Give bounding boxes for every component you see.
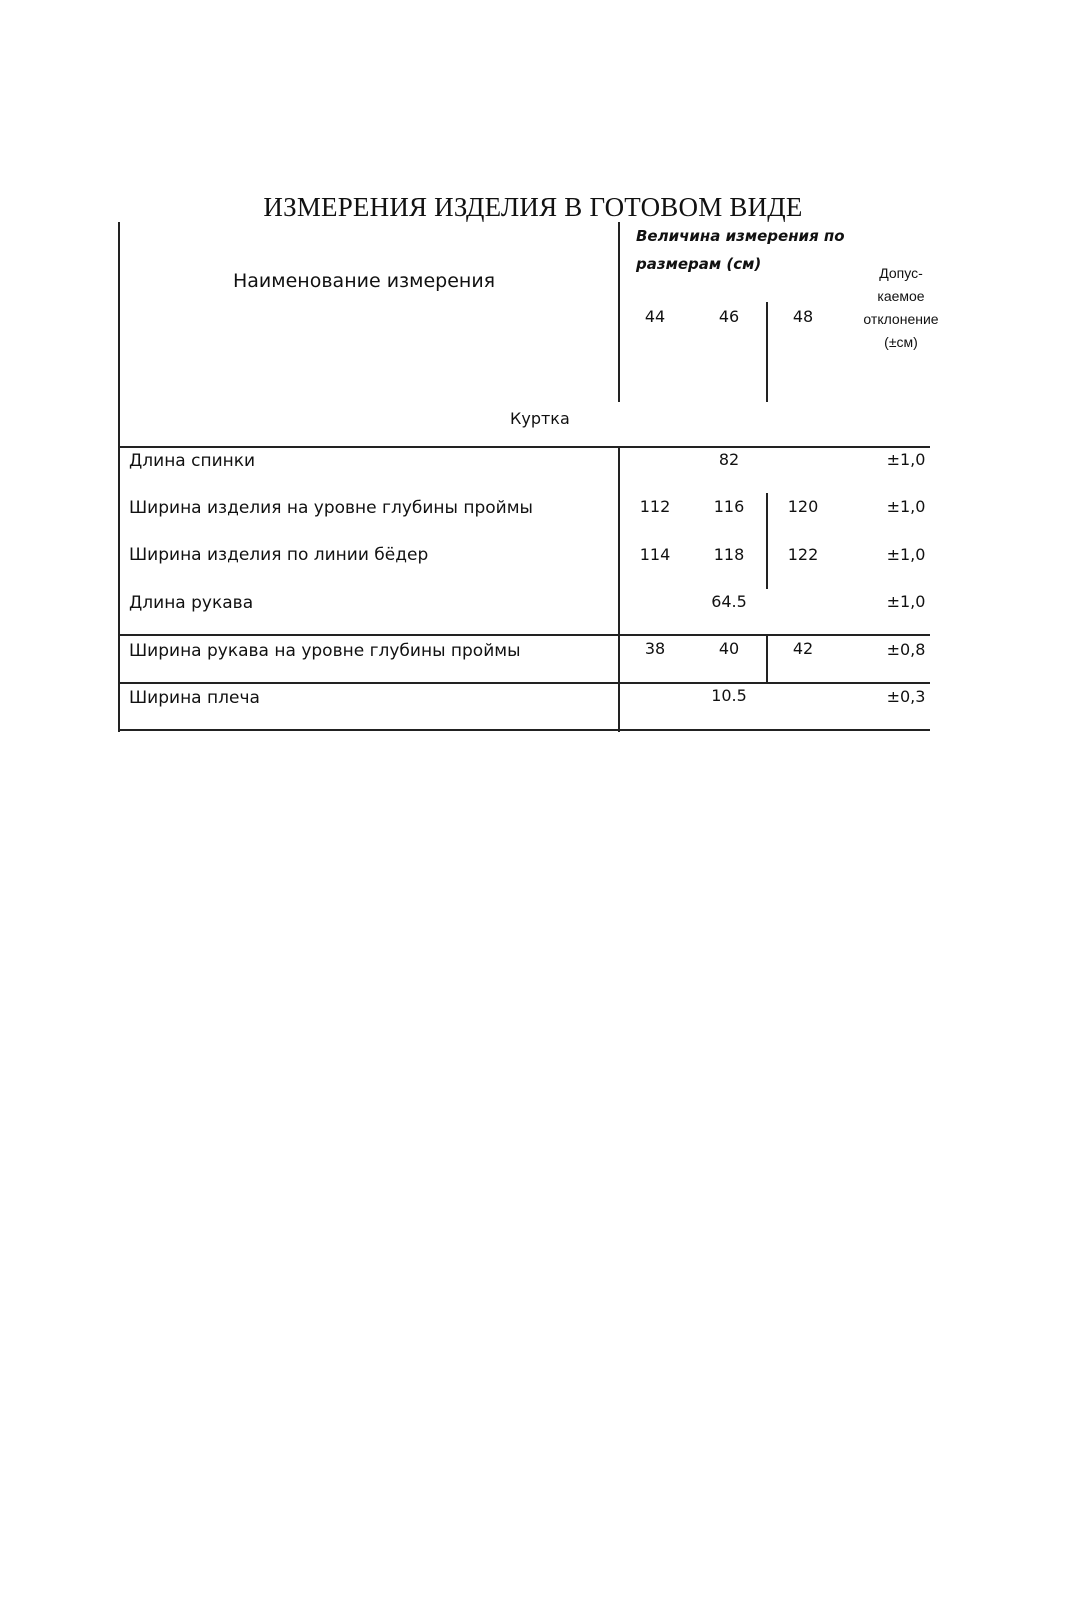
name-column-divider xyxy=(618,222,620,402)
document-title: ИЗМЕРЕНИЯ ИЗДЕЛИЯ В ГОТОВОМ ВИДЕ xyxy=(263,192,803,222)
header-tolerance: отклонение xyxy=(863,311,939,327)
header-tolerance: (±см) xyxy=(884,334,918,350)
row-value-48: 120 xyxy=(787,497,819,516)
header-size-48: 48 xyxy=(792,307,814,326)
header-sizes-group: размерам (см) xyxy=(636,255,762,273)
row-value-46: 118 xyxy=(713,545,745,564)
name-column-divider xyxy=(618,446,620,732)
row-tolerance: ±1,0 xyxy=(886,592,926,611)
row-name: Длина спинки xyxy=(129,451,256,471)
row-name: Ширина плеча xyxy=(129,688,260,708)
row-value-48: 42 xyxy=(792,639,814,658)
row-value-46: 10.5 xyxy=(711,686,747,705)
table-bottom-rule xyxy=(118,729,930,731)
row-value-48: 122 xyxy=(787,545,819,564)
row-value-44: 112 xyxy=(639,497,671,516)
row-value-44: 114 xyxy=(639,545,671,564)
size-48-divider xyxy=(766,636,768,683)
row-tolerance: ±1,0 xyxy=(886,497,926,516)
header-sizes-group: Величина измерения по xyxy=(636,227,845,245)
row-name: Ширина изделия по линии бёдер xyxy=(129,545,429,565)
table-left-border xyxy=(118,222,120,732)
row-rule xyxy=(118,682,930,684)
row-value-46: 116 xyxy=(713,497,745,516)
header-size-46: 46 xyxy=(718,307,740,326)
header-bottom-rule xyxy=(118,446,930,448)
size-48-divider xyxy=(766,493,768,589)
row-tolerance: ±0,3 xyxy=(886,687,926,706)
row-tolerance: ±1,0 xyxy=(886,545,926,564)
size-48-divider xyxy=(766,302,768,402)
header-size-44: 44 xyxy=(644,307,666,326)
row-name: Длина рукава xyxy=(129,593,254,613)
header-tolerance: каемое xyxy=(877,288,925,304)
row-tolerance: ±0,8 xyxy=(886,640,926,659)
row-name: Ширина изделия на уровне глубины проймы xyxy=(129,498,533,518)
row-name: Ширина рукава на уровне глубины проймы xyxy=(129,641,521,661)
header-measurement-name: Наименование измерения xyxy=(233,270,496,292)
row-value-46: 40 xyxy=(718,639,740,658)
row-value-44: 38 xyxy=(644,639,666,658)
row-rule xyxy=(118,634,930,636)
header-tolerance: Допус- xyxy=(879,265,923,281)
section-label: Куртка xyxy=(510,409,570,428)
row-value-46: 82 xyxy=(718,450,740,469)
row-tolerance: ±1,0 xyxy=(886,450,926,469)
row-value-46: 64.5 xyxy=(711,592,747,611)
